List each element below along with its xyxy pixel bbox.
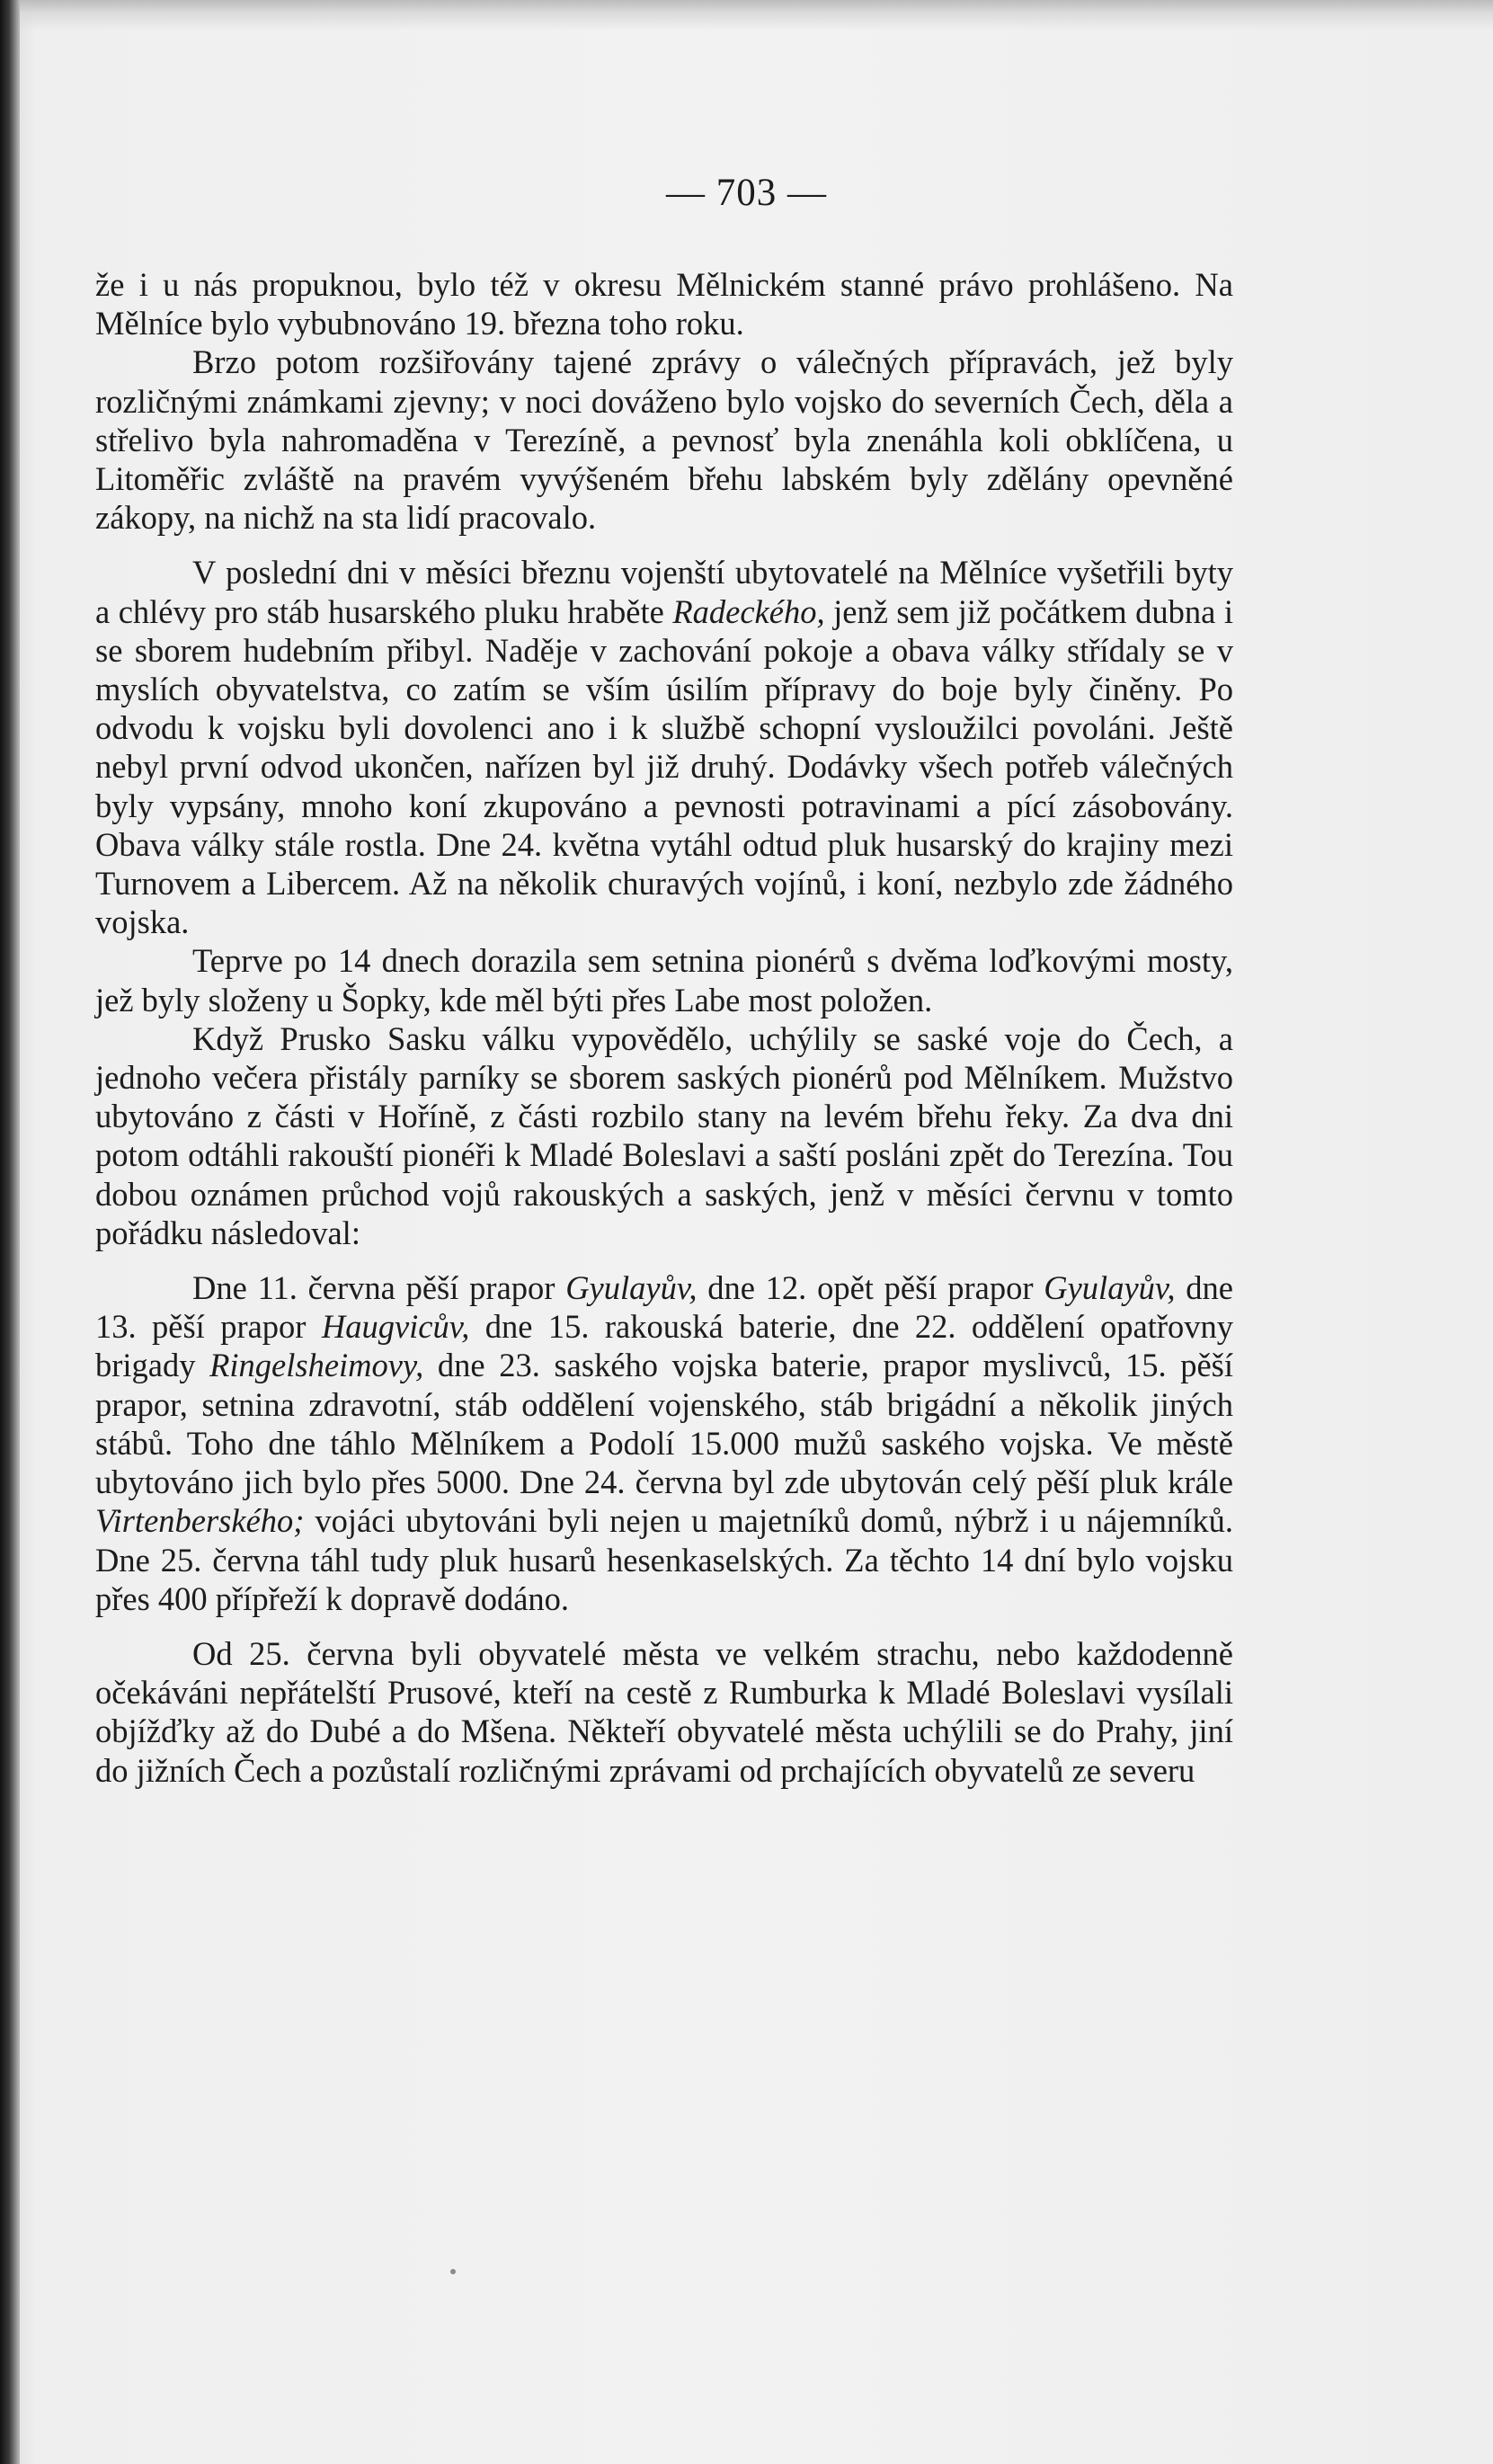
paragraph-5 — [95, 1019, 1233, 1252]
text-run: Brzo potom rozšiřovány tajené zprávy o válečných přípravách, jež byly rozličnými známkami zjevny; v noci dováženo bylo vojsko do severních Čech, děla a střelivo byla nahromaděna v Terezíně, a pevnosť byla znenáhla koli obklíčena, u Litoměřic zvláště na pravém vyvýšeném břehu labském byly zdělány opevněné zákopy, na nichž na sta lidí pracovalo. — [95, 343, 1233, 537]
text-run: Teprve po 14 dnech dorazila sem setnina pionérů s dvěma loďkovými mosty, jež byly složeny u Šopky, kde měl býti přes Labe most položen. — [95, 942, 1233, 1019]
italic-name: Haugvicův, — [321, 1308, 470, 1346]
text-run: Od 25. června byli obyvatelé města ve velkém strachu, nebo každodenně očekáváni nepřátelští Prusové, kteří na cestě z Rumburka k Mladé Boleslavi vysílali objížďky až do Dubé a do Mšena. Někteří obyvatelé města uchýlili se do Prahy, jiní do jižních Čech a pozůstalí rozličnými zprávami od prchajících obyvatelů ze severu — [95, 1634, 1233, 1789]
paragraph-4 — [95, 941, 1233, 1019]
text-run: dne 15. rakouská baterie, dne 22. oddělení opatřovny brigady — [95, 1308, 1233, 1384]
italic-name: Ringelsheimovy, — [209, 1347, 424, 1384]
page-top-shadow — [20, 0, 1493, 31]
paragraph-2 — [95, 342, 1233, 537]
text-run: Když Prusko Sasku válku vypovědělo, uchýlily se saské voje do Čech, a jednoho večera přistály parníky se sborem saských pionérů pod Mělníkem. Mužstvo ubytováno z části v Hoříně, z části rozbilo stany na levém břehu řeky. Za dva dni potom odtáhli rakouští pionéři k Mladé Boleslavi a saští posláni zpět do Terezína. Tou dobou oznámen průchod vojů rakouských a saských, jenž v měsíci červnu v tomto pořádku následoval: — [95, 1019, 1233, 1251]
text-run: že i u nás propuknou, bylo též v okresu Mělnickém stanné právo prohlášeno. Na Mělníce bylo vybubnováno 19. března toho roku. — [95, 266, 1233, 342]
text-run: dne 13. pěší prapor — [95, 1269, 1233, 1346]
italic-name: Gyulayův, — [565, 1269, 698, 1307]
text-run: jenž sem již počátkem dubna i se sborem hudebním přibyl. Naděje v zachování pokoje a obava války střídaly se v myslích obyvatelstva, co zatím se vším úsilím přípravy do boje byly činěny. Po odvodu k vojsku byli dovolenci ano i k službě schopní vysloužilci povoláni. Ještě nebyl první odvod ukončen, nařízen byl již druhý. Dodávky všech potřeb válečných byly vypsány, mnoho koní zkupováno a pevnosti potravinami a pící zásobovány. Obava války stále rostla. Dne 24. května vytáhl odtud pluk husarský do krajiny mezi Turnovem a Libercem. Až na několik churavých vojínů, i koní, nezbylo zde žádného vojska. — [95, 592, 1233, 941]
italic-name: Radeckého, — [672, 592, 825, 630]
paragraph-3 — [95, 553, 1233, 941]
page-binding-shadow — [0, 0, 20, 2464]
paragraph-7 — [95, 1634, 1233, 1790]
paragraph-6 — [95, 1268, 1233, 1618]
body-text — [95, 265, 1233, 1790]
text-run: dne 23. saského vojska baterie, prapor myslivců, 15. pěší prapor, setnina zdravotní, stáb oddělení vojenského, stáb brigádní a několik jiných stábů. Toho dne táhlo Mělníkem a Podolí 15.000 mužů saského vojska. Ve městě ubytováno jich bylo přes 5000. Dne 24. června byl zde ubytován celý pěší pluk krále — [95, 1347, 1233, 1501]
text-run: vojáci ubytováni byli nejen u majetníků domů, nýbrž i u nájemníků. Dne 25. června táhl tudy pluk husarů hesenkaselských. Za těchto 14 dní bylo vojsku přes 400 přípřeží k dopravě dodáno. — [95, 1502, 1233, 1617]
text-run: dne 12. opět pěší prapor — [697, 1269, 1044, 1307]
italic-name: Virtenberského; — [95, 1502, 305, 1540]
italic-name: Gyulayův, — [1044, 1269, 1176, 1307]
text-run: V poslední dni v měsíci březnu vojenští ubytovatelé na Mělníce vyšetřili byty a chlévy pro stáb husarského pluku hraběte — [95, 554, 1233, 630]
page-number-header: — 703 — — [666, 172, 827, 214]
print-speck — [450, 2269, 456, 2274]
paragraph-1 — [95, 265, 1233, 342]
text-run: Dne 11. června pěší prapor — [192, 1269, 566, 1307]
